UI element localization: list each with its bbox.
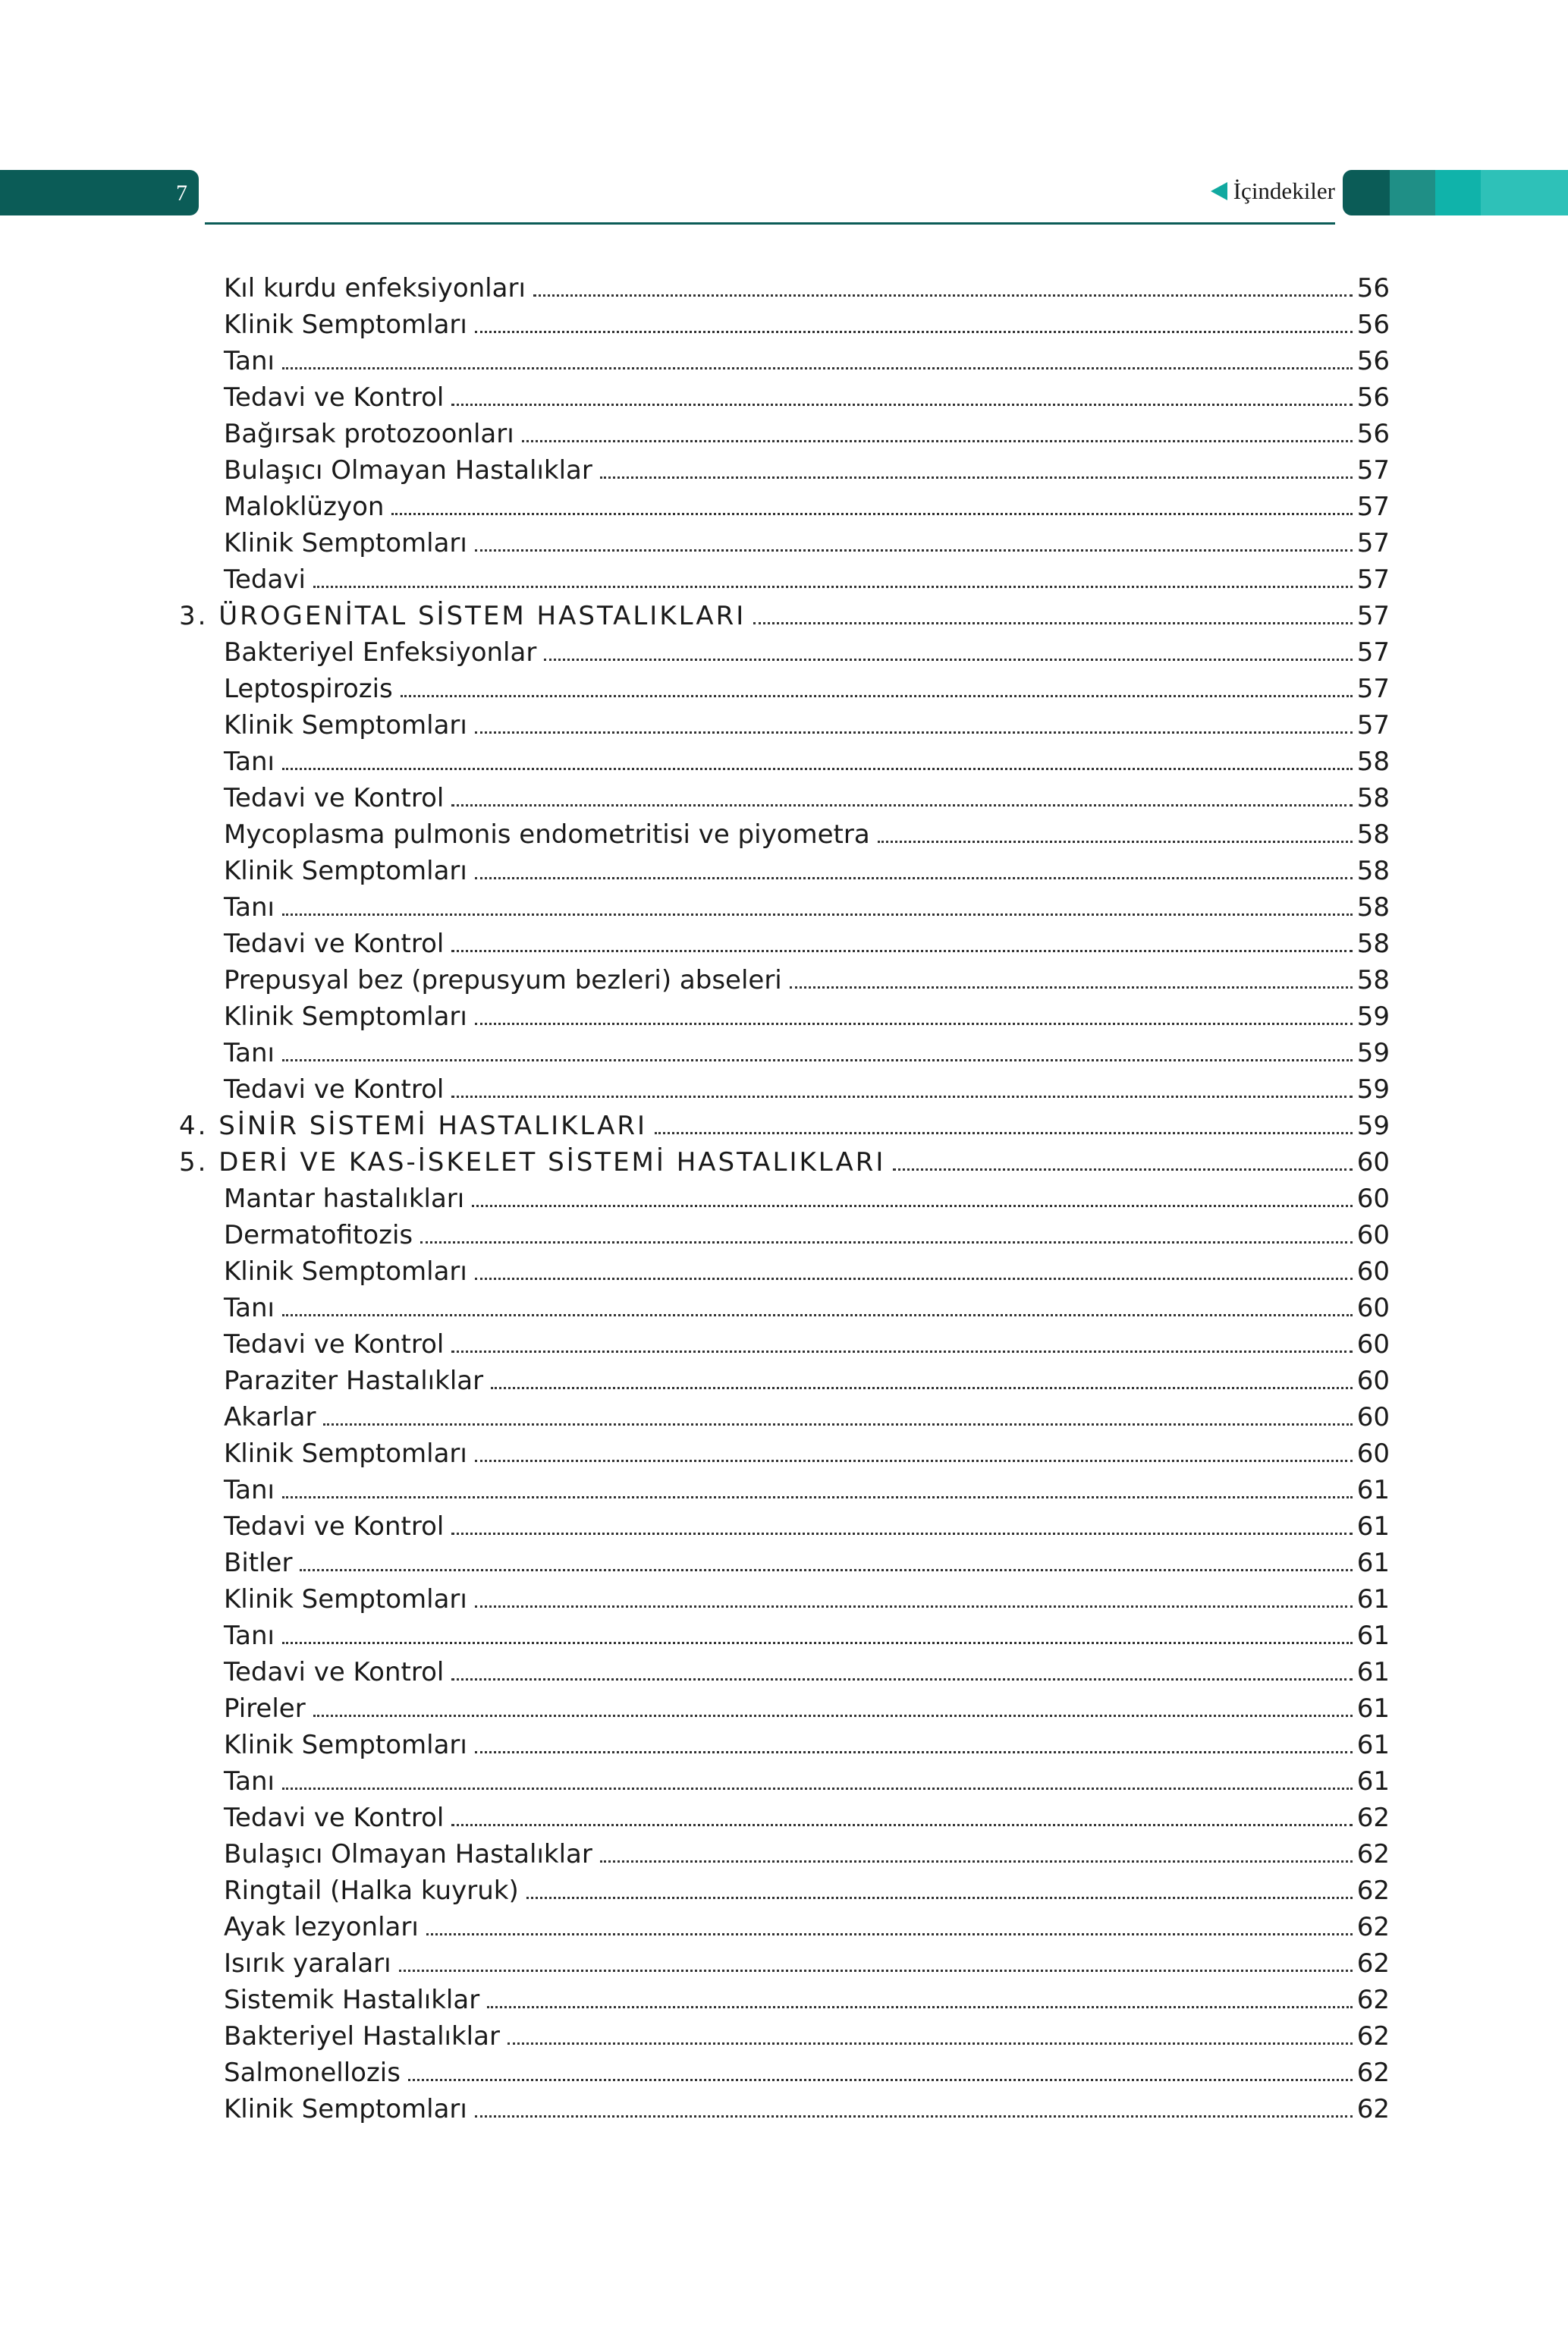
toc-entry-title: Klinik Semptomları [224,1439,467,1469]
toc-entry[interactable] [179,1144,1390,1181]
toc-entry[interactable] [179,598,1390,634]
dot-leader [282,913,1353,916]
toc-entry-title: Mantar hastalıkları [224,1184,465,1214]
toc-entry-page: 61 [1356,1693,1390,1724]
toc-entry[interactable] [179,1290,1390,1326]
toc-entry-page: 62 [1356,2021,1390,2052]
page-number: 7 [176,181,187,206]
toc-entry-title: Tanı [224,1766,275,1797]
dot-leader [451,1533,1352,1535]
toc-entry[interactable] [179,2018,1390,2055]
toc-entry-page: 57 [1356,674,1390,704]
toc-entry[interactable] [179,1071,1390,1108]
toc-entry[interactable] [179,853,1390,889]
dot-leader [475,877,1353,879]
dot-leader [507,2042,1353,2045]
header-color-block [1435,170,1481,215]
toc-entry-title: Mycoplasma pulmonis endometritisi ve piyometra [224,819,870,850]
toc-entry[interactable] [179,1217,1390,1253]
toc-entry[interactable] [179,1763,1390,1800]
toc-entry[interactable] [179,707,1390,744]
toc-entry-title: Klinik Semptomları [224,1256,467,1287]
dot-leader [451,1824,1352,1826]
toc-entry-page: 61 [1356,1584,1390,1615]
dot-leader [544,659,1352,661]
toc-entry-page: 58 [1356,965,1390,995]
toc-entry[interactable] [179,744,1390,780]
dot-leader [451,1678,1352,1681]
toc-entry-title: Bulaşıcı Olmayan Hastalıklar [224,455,592,486]
toc-entry-title: Pireler [224,1693,306,1724]
toc-entry-page: 60 [1356,1184,1390,1214]
toc-entry-title: Paraziter Hastalıklar [224,1366,484,1396]
toc-entry-page: 61 [1356,1548,1390,1578]
toc-entry[interactable] [179,1982,1390,2018]
toc-entry-title: Isırık yaraları [224,1948,391,1979]
toc-entry-page: 62 [1356,2058,1390,2088]
toc-entry[interactable] [179,270,1390,307]
toc-entry-title: Tedavi ve Kontrol [224,1329,445,1360]
header-section [1211,178,1335,205]
dot-leader [451,1096,1352,1098]
toc-entry[interactable] [179,671,1390,707]
toc-entry-title: Klinik Semptomları [224,856,467,886]
toc-entry-title: Bağırsak protozoonları [224,419,514,449]
toc-entry[interactable] [179,1399,1390,1435]
toc-entry[interactable] [179,561,1390,598]
toc-entry-page: 61 [1356,1766,1390,1797]
left-arrow-icon [1211,182,1227,200]
toc-entry[interactable] [179,343,1390,379]
toc-entry-page: 60 [1356,1256,1390,1287]
header-color-block [1390,170,1435,215]
toc-entry-page: 56 [1356,310,1390,340]
toc-entry[interactable] [179,1654,1390,1690]
toc-entry-page: 62 [1356,1839,1390,1869]
toc-entry-page: 60 [1356,1329,1390,1360]
toc-entry-title: Klinik Semptomları [224,310,467,340]
toc-entry-page: 57 [1356,528,1390,558]
toc-entry-page: 61 [1356,1475,1390,1505]
dot-leader [487,2006,1353,2008]
header-color-block [1481,170,1568,215]
dot-leader [475,731,1353,734]
toc-entry-title: Bakteriyel Hastalıklar [224,2021,500,2052]
dot-leader [475,1751,1353,1753]
toc-entry-page: 62 [1356,2094,1390,2124]
toc-entry-page: 57 [1356,710,1390,741]
toc-entry[interactable] [179,1581,1390,1618]
dot-leader [475,1605,1353,1608]
toc-entry-page: 58 [1356,892,1390,923]
toc-entry-title: Klinik Semptomları [224,710,467,741]
dot-leader [391,513,1352,515]
toc-entry[interactable] [179,998,1390,1035]
toc-entry[interactable] [179,1545,1390,1581]
toc-entry-title: Klinik Semptomları [224,528,467,558]
toc-entry-title: Tedavi ve Kontrol [224,1657,445,1687]
dot-leader [475,549,1353,552]
toc-entry-title: 5. DERİ VE KAS-İSKELET SİSTEMİ HASTALIKLARI [179,1147,886,1178]
toc-entry-title: Kıl kurdu enfeksiyonları [224,273,526,303]
section-title: İçindekiler [1233,178,1335,204]
table-of-contents [179,270,1390,2127]
toc-entry-page: 61 [1356,1621,1390,1651]
toc-entry[interactable] [179,1108,1390,1144]
dot-leader [893,1168,1352,1171]
toc-entry-page: 56 [1356,419,1390,449]
toc-entry[interactable] [179,1945,1390,1982]
toc-entry-title: Tanı [224,747,275,777]
dot-leader [282,768,1353,770]
toc-entry-page: 62 [1356,1803,1390,1833]
toc-entry-page: 57 [1356,492,1390,522]
toc-entry[interactable] [179,962,1390,998]
toc-entry-title: Klinik Semptomları [224,1730,467,1760]
dot-leader [408,2079,1353,2081]
toc-entry-page: 60 [1356,1439,1390,1469]
toc-entry-title: Akarlar [224,1402,316,1432]
dot-leader [472,1205,1353,1207]
toc-entry-page: 60 [1356,1220,1390,1250]
toc-entry-page: 60 [1356,1366,1390,1396]
toc-entry[interactable] [179,1035,1390,1071]
dot-leader [878,841,1353,843]
toc-entry[interactable] [179,1727,1390,1763]
dot-leader [300,1569,1352,1571]
toc-entry[interactable] [179,780,1390,816]
toc-entry[interactable] [179,1181,1390,1217]
toc-entry-page: 58 [1356,929,1390,959]
toc-entry[interactable] [179,889,1390,926]
toc-entry-page: 57 [1356,564,1390,595]
toc-entry-page: 62 [1356,1876,1390,1906]
toc-entry-page: 59 [1356,1074,1390,1105]
toc-entry-title: Tanı [224,1038,275,1068]
toc-entry[interactable] [179,525,1390,561]
toc-entry[interactable] [179,379,1390,416]
toc-entry-page: 57 [1356,601,1390,631]
toc-entry-page: 58 [1356,747,1390,777]
dot-leader [426,1933,1353,1935]
dot-leader [475,1023,1353,1025]
toc-entry-title: Tanı [224,1293,275,1323]
toc-entry-title: Tanı [224,892,275,923]
toc-entry[interactable] [179,634,1390,671]
toc-entry[interactable] [179,489,1390,525]
toc-entry-title: Bakteriyel Enfeksiyonlar [224,637,537,668]
toc-entry-page: 62 [1356,1912,1390,1942]
toc-entry-page: 56 [1356,346,1390,376]
dot-leader [655,1132,1353,1134]
toc-entry[interactable] [179,416,1390,452]
toc-entry-title: Ayak lezyonları [224,1912,419,1942]
header-rule [205,222,1335,225]
toc-entry[interactable] [179,1618,1390,1654]
toc-entry-page: 62 [1356,1948,1390,1979]
dot-leader [282,1788,1353,1790]
toc-entry-page: 61 [1356,1730,1390,1760]
toc-entry-title: Prepusyal bez (prepusyum bezleri) abseleri [224,965,782,995]
toc-entry-page: 57 [1356,455,1390,486]
dot-leader [282,1642,1353,1644]
toc-entry-title: Maloklüzyon [224,492,385,522]
dot-leader [522,440,1353,442]
header-right-bars [1343,170,1568,215]
toc-entry-title: Tedavi ve Kontrol [224,382,445,413]
dot-leader [533,294,1353,297]
toc-entry-page: 58 [1356,856,1390,886]
toc-entry-title: Leptospirozis [224,674,393,704]
toc-entry-title: Tedavi [224,564,306,595]
toc-entry[interactable] [179,1836,1390,1872]
dot-leader [323,1423,1352,1426]
toc-entry-page: 59 [1356,1038,1390,1068]
dot-leader [600,476,1353,479]
dot-leader [790,986,1353,989]
toc-entry-title: Tanı [224,346,275,376]
toc-entry[interactable] [179,1800,1390,1836]
toc-entry-page: 60 [1356,1402,1390,1432]
toc-entry-page: 56 [1356,273,1390,303]
dot-leader [282,1496,1353,1498]
toc-entry-title: Tedavi ve Kontrol [224,1803,445,1833]
toc-entry[interactable] [179,816,1390,853]
header-color-block [1343,170,1390,215]
dot-leader [451,804,1352,807]
toc-entry[interactable] [179,1472,1390,1508]
toc-entry[interactable] [179,1690,1390,1727]
toc-entry[interactable] [179,2055,1390,2091]
header-left-bar [0,170,199,215]
toc-entry-page: 57 [1356,637,1390,668]
dot-leader [420,1241,1353,1244]
dot-leader [491,1387,1353,1389]
toc-entry-title: Klinik Semptomları [224,1001,467,1032]
toc-entry-title: Bitler [224,1548,293,1578]
dot-leader [399,1970,1353,1972]
toc-entry[interactable] [179,1326,1390,1363]
toc-entry-title: Tanı [224,1621,275,1651]
dot-leader [451,1351,1352,1353]
dot-leader [313,1715,1353,1717]
dot-leader [753,622,1353,624]
toc-entry[interactable] [179,1363,1390,1399]
toc-entry[interactable] [179,1508,1390,1545]
dot-leader [475,1278,1353,1280]
toc-entry-page: 58 [1356,819,1390,850]
toc-entry-title: Sistemik Hastalıklar [224,1985,480,2015]
toc-entry-title: Tanı [224,1475,275,1505]
toc-entry-title: Bulaşıcı Olmayan Hastalıklar [224,1839,592,1869]
toc-entry[interactable] [179,307,1390,343]
toc-entry-title: Tedavi ve Kontrol [224,1511,445,1542]
toc-entry[interactable] [179,1253,1390,1290]
toc-entry-page: 60 [1356,1147,1390,1178]
toc-entry[interactable] [179,1435,1390,1472]
toc-entry-page: 62 [1356,1985,1390,2015]
dot-leader [282,367,1353,369]
dot-leader [526,1897,1353,1899]
toc-entry[interactable] [179,2091,1390,2127]
toc-entry[interactable] [179,926,1390,962]
dot-leader [451,950,1352,952]
dot-leader [475,331,1353,333]
dot-leader [282,1059,1353,1061]
dot-leader [313,586,1353,588]
toc-entry-title: Tedavi ve Kontrol [224,929,445,959]
toc-entry-page: 61 [1356,1657,1390,1687]
dot-leader [475,1460,1353,1462]
toc-entry-title: Klinik Semptomları [224,2094,467,2124]
toc-entry-page: 59 [1356,1111,1390,1141]
toc-entry-title: Ringtail (Halka kuyruk) [224,1876,519,1906]
toc-entry[interactable] [179,1872,1390,1909]
toc-entry-title: Salmonellozis [224,2058,401,2088]
toc-entry-title: 3. ÜROGENİTAL SİSTEM HASTALIKLARI [179,601,746,631]
dot-leader [282,1314,1353,1316]
toc-entry[interactable] [179,1909,1390,1945]
toc-entry-page: 61 [1356,1511,1390,1542]
toc-entry-title: Tedavi ve Kontrol [224,783,445,813]
dot-leader [475,2115,1353,2118]
toc-entry-title: Dermatofitozis [224,1220,413,1250]
dot-leader [401,695,1353,697]
toc-entry-page: 58 [1356,783,1390,813]
dot-leader [451,404,1352,406]
toc-entry[interactable] [179,452,1390,489]
toc-entry-title: 4. SİNİR SİSTEMİ HASTALIKLARI [179,1111,648,1141]
toc-entry-title: Klinik Semptomları [224,1584,467,1615]
toc-entry-title: Tedavi ve Kontrol [224,1074,445,1105]
toc-entry-page: 59 [1356,1001,1390,1032]
toc-entry-page: 56 [1356,382,1390,413]
dot-leader [600,1860,1353,1863]
toc-entry-page: 60 [1356,1293,1390,1323]
